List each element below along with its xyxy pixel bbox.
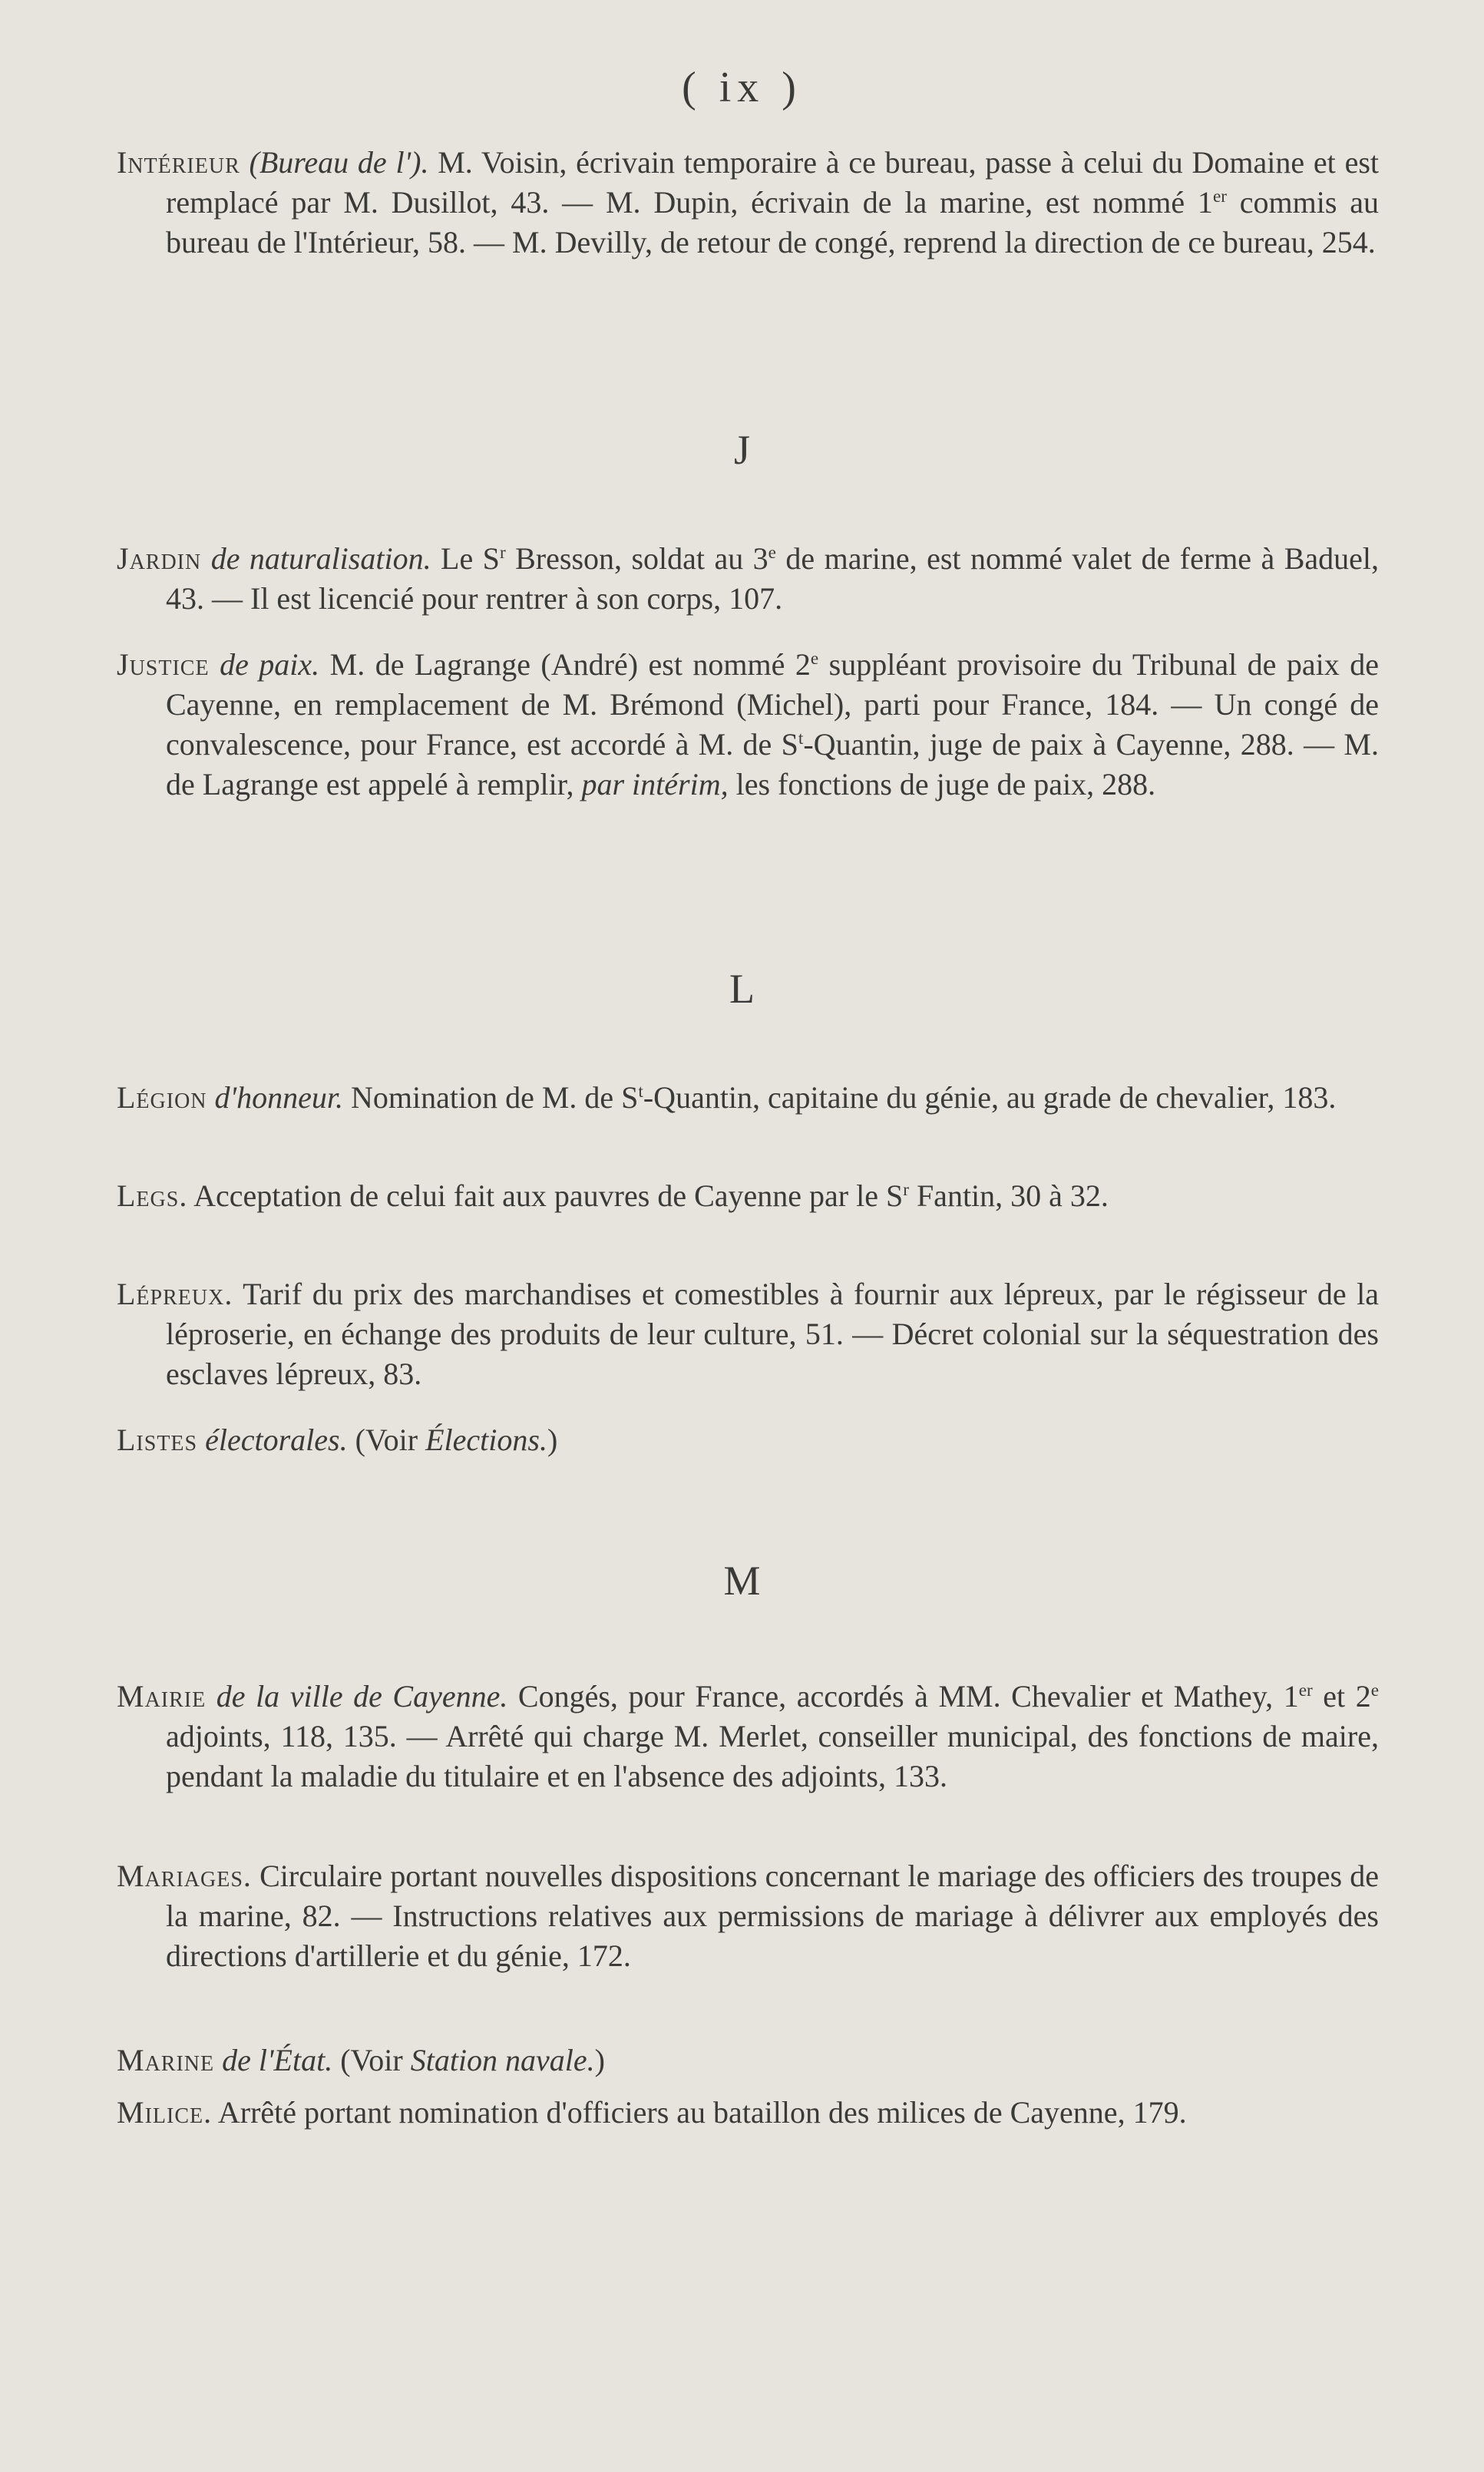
entry-subheading: de paix. xyxy=(220,647,320,682)
entry-text: adjoints, 118, 135. — Arrêté qui charge M. Merlet, conseiller municipal, des fonctions de maire, pendant la maladie du titulaire et en l'absence des adjoints, 133. xyxy=(166,1719,1379,1793)
superscript: e xyxy=(1370,1680,1379,1701)
index-entry-marine xyxy=(117,2041,1379,2080)
entry-subheading: de la ville de Cayenne. xyxy=(216,1679,508,1714)
entry-subheading: de l'État. xyxy=(222,2043,333,2077)
entry-text: M. de Lagrange (André) est nommé 2 xyxy=(319,647,811,682)
entry-italic: Station navale. xyxy=(410,2043,595,2077)
entry-heading: Justice xyxy=(117,647,210,682)
entry-heading: Legs. xyxy=(117,1178,188,1213)
entry-text: -Quantin, juge de paix à Cayenne, 288. — M. de Lagrange est appelé à remplir, xyxy=(166,727,1379,801)
index-entry-mariages xyxy=(117,1856,1379,1976)
index-entry-interieur xyxy=(117,143,1379,263)
entry-heading: Lépreux. xyxy=(117,1277,233,1311)
superscript: t xyxy=(638,1082,643,1102)
entry-heading: Milice. xyxy=(117,2095,213,2130)
superscript: r xyxy=(499,543,506,563)
section-letter-m: M xyxy=(723,1558,761,1604)
entry-text: Congés, pour France, accordés à MM. Chevalier et Mathey, 1 xyxy=(507,1679,1299,1714)
entry-text: -Quantin, capitaine du génie, au grade de chevalier, 183. xyxy=(643,1080,1337,1115)
index-entry-jardin xyxy=(117,539,1379,619)
superscript: e xyxy=(810,649,819,669)
entry-text: Circulaire portant nouvelles dispositions concernant le mariage des officiers des troupes de la marine, 82. — Instructions relatives aux permissions de mariage à délivrer aux employés des directions d'artillerie et du génie, 172. xyxy=(166,1859,1379,1973)
index-entry-legion xyxy=(117,1078,1379,1118)
entry-text: suppléant provisoire du Tribunal de paix de Cayenne, en remplacement de M. Brémond (Michel), parti pour France, 184. — Un congé de convalescence, pour France, est accordé à M. de S xyxy=(166,647,1380,762)
index-entry-justice xyxy=(117,645,1379,805)
page-number: ( ix ) xyxy=(682,64,802,111)
entry-text: de marine, est nommé valet de ferme à Baduel, 43. — Il est licencié pour rentrer à son corps, 107. xyxy=(166,541,1380,616)
entry-subheading: d'honneur. xyxy=(214,1080,343,1115)
entry-italic: Élections. xyxy=(425,1423,547,1457)
entry-text: et 2 xyxy=(1312,1679,1371,1714)
entry-italic: par intérim, xyxy=(581,767,729,801)
entry-heading: Intérieur xyxy=(117,145,240,180)
entry-heading: Jardin xyxy=(117,541,202,576)
entry-heading: Marine xyxy=(117,2043,215,2077)
section-letter-j: J xyxy=(733,427,750,473)
superscript: r xyxy=(903,1180,909,1201)
entry-text: (Voir xyxy=(347,1423,426,1457)
entry-heading: Légion xyxy=(117,1080,207,1115)
index-entry-listes xyxy=(117,1420,1379,1460)
entry-text: (Voir xyxy=(332,2043,411,2077)
index-entry-milice xyxy=(117,2093,1379,2133)
superscript: er xyxy=(1298,1680,1313,1701)
entry-text: Tarif du prix des marchandises et comestibles à fournir aux lépreux, par le régisseur de la léproserie, en échange des produits de leur culture, 51. — Décret colonial sur la séquestration des esclaves lépreux, 83. xyxy=(166,1277,1379,1391)
superscript: t xyxy=(798,729,804,749)
entry-text: Acceptation de celui fait aux pauvres de Cayenne par le S xyxy=(187,1178,904,1213)
entry-subheading: de naturalisation. xyxy=(210,541,431,576)
entry-text: Nomination de M. de S xyxy=(342,1080,639,1115)
entry-text: Arrêté portant nomination d'officiers au bataillon des milices de Cayenne, 179. xyxy=(212,2095,1187,2130)
index-entry-mairie xyxy=(117,1677,1379,1796)
entry-heading: Listes xyxy=(117,1423,198,1457)
entry-subheading: électorales. xyxy=(205,1423,348,1457)
entry-text: les fonctions de juge de paix, 288. xyxy=(728,767,1156,801)
entry-subheading: (Bureau de l'). xyxy=(249,145,429,180)
superscript: e xyxy=(768,543,776,563)
entry-text: M. Voisin, écrivain temporaire à ce bureau, passe à celui du Domaine et est remplacé par M. Dusillot, 43. — M. Dupin, écrivain de la marine, est nommé 1 xyxy=(166,145,1380,220)
index-entry-legs xyxy=(117,1176,1379,1216)
superscript: er xyxy=(1212,187,1227,207)
entry-text: Bresson, soldat au 3 xyxy=(505,541,768,576)
index-entry-lepreux xyxy=(117,1274,1379,1394)
entry-heading: Mariages. xyxy=(117,1859,252,1893)
entry-heading: Mairie xyxy=(117,1679,207,1714)
section-letter-l: L xyxy=(729,966,755,1012)
entry-text: Le S xyxy=(431,541,500,576)
entry-text: commis au bureau de l'Intérieur, 58. — M. Devilly, de retour de congé, reprend la direction de ce bureau, 254. xyxy=(166,185,1379,259)
entry-text: ) xyxy=(594,2043,605,2077)
entry-text: ) xyxy=(547,1423,558,1457)
entry-text: Fantin, 30 à 32. xyxy=(908,1178,1109,1213)
